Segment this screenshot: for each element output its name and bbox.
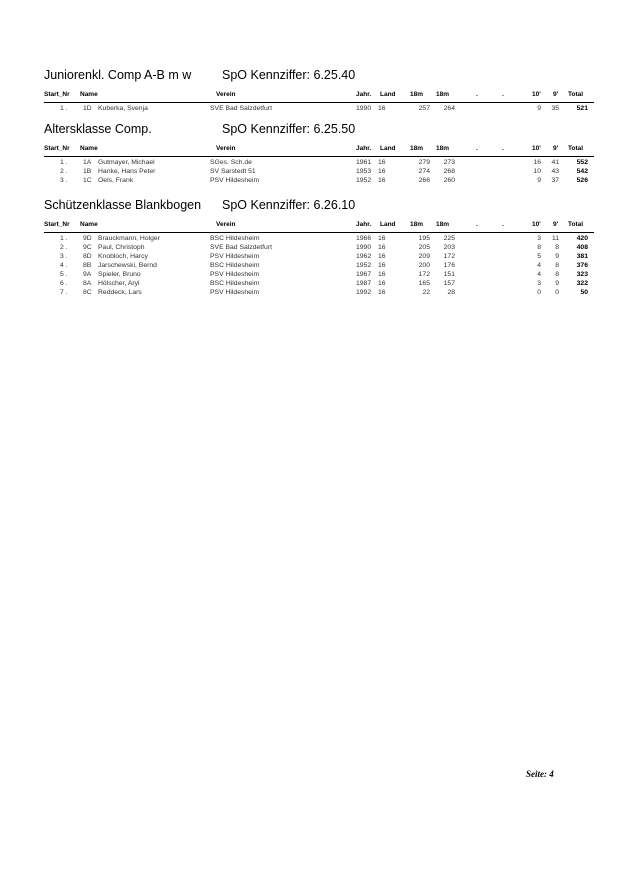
cell-verein: PSV Hildesheim (210, 253, 260, 260)
results-table (44, 235, 594, 298)
column-header-jahr: Jahr. (356, 91, 372, 98)
cell-nr: 1A (83, 159, 92, 166)
cell-tens: 4 (537, 262, 541, 269)
cell-verein: SVE Bad Salzdetfurt (210, 244, 272, 251)
cell-nr: 8A (83, 280, 92, 287)
column-header-land: Land (380, 145, 396, 152)
table-row (44, 105, 594, 114)
results-table (44, 159, 594, 186)
column-header-total: Total (568, 145, 584, 152)
cell-jahr: 1952 (356, 262, 372, 269)
cell-nines: 8 (555, 244, 559, 251)
cell-land: 16 (378, 168, 386, 175)
cell-jahr: 1952 (356, 177, 372, 184)
header-divider (44, 102, 594, 103)
column-header-dot1: . (476, 91, 478, 98)
cell-land: 16 (378, 271, 386, 278)
cell-rank: 2 . (60, 244, 68, 251)
cell-nr: 1B (83, 168, 92, 175)
cell-tens: 9 (537, 105, 541, 112)
cell-nines: 8 (555, 262, 559, 269)
class-name: Schützenklasse Blankbogen (44, 198, 202, 212)
cell-d2: 151 (443, 271, 455, 278)
cell-d1: 205 (418, 244, 430, 251)
cell-rank: 1 . (60, 105, 68, 112)
cell-d1: 279 (418, 159, 430, 166)
cell-d1: 274 (418, 168, 430, 175)
cell-rank: 7 . (60, 289, 68, 296)
cell-nines: 43 (551, 168, 559, 175)
cell-total: 542 (576, 168, 588, 175)
cell-verein: BSC Hildesheim (210, 280, 260, 287)
cell-jahr: 1966 (356, 235, 372, 242)
cell-name: Hanke, Hans Peter (98, 168, 156, 175)
cell-verein: SV Sarstedt 51 (210, 168, 256, 175)
column-header-dot1: . (476, 221, 478, 228)
cell-d2: 225 (443, 235, 455, 242)
results-table (44, 105, 594, 114)
table-header (44, 221, 594, 231)
column-header-tens: 10' (532, 221, 541, 228)
header-divider (44, 232, 594, 233)
cell-rank: 3 . (60, 253, 68, 260)
cell-total: 526 (576, 177, 588, 184)
table-row (44, 244, 594, 253)
cell-tens: 8 (537, 244, 541, 251)
column-header-name: Name (80, 221, 98, 228)
cell-d2: 273 (443, 159, 455, 166)
cell-rank: 3 . (60, 177, 68, 184)
column-header-dot1: . (476, 145, 478, 152)
cell-nines: 37 (551, 177, 559, 184)
cell-verein: PSV Hildesheim (210, 271, 260, 278)
column-header-total: Total (568, 91, 584, 98)
page-number: Seite: 4 (526, 769, 554, 779)
cell-tens: 3 (537, 235, 541, 242)
cell-nines: 41 (551, 159, 559, 166)
table-row (44, 159, 594, 168)
header-divider (44, 156, 594, 157)
cell-total: 552 (576, 159, 588, 166)
column-header-nines: 9' (553, 221, 559, 228)
results-section (44, 68, 594, 114)
cell-tens: 16 (533, 159, 541, 166)
class-name: Juniorenkl. Comp A-B m w (44, 68, 192, 82)
cell-verein: PSV Hildesheim (210, 177, 260, 184)
cell-total: 408 (576, 244, 588, 251)
cell-rank: 5 . (60, 271, 68, 278)
cell-name: Oels, Frank (98, 177, 134, 184)
table-row (44, 280, 594, 289)
table-row (44, 177, 594, 186)
cell-d2: 264 (443, 105, 455, 112)
cell-verein: SVE Bad Salzdetfurt (210, 105, 272, 112)
column-header-start_nr: Start_Nr (44, 145, 70, 152)
cell-nines: 9 (555, 280, 559, 287)
cell-total: 50 (580, 289, 588, 296)
cell-name: Brauckmann, Holger (98, 235, 160, 242)
cell-d1: 209 (418, 253, 430, 260)
column-header-d1: 18m (410, 145, 424, 152)
cell-land: 16 (378, 253, 386, 260)
cell-nr: 8D (83, 253, 92, 260)
section-title (44, 122, 594, 138)
cell-land: 16 (378, 244, 386, 251)
cell-nr: 9D (83, 235, 92, 242)
column-header-dot2: . (502, 145, 504, 152)
cell-land: 16 (378, 262, 386, 269)
cell-d1: 266 (418, 177, 430, 184)
section-title (44, 198, 594, 214)
cell-land: 16 (378, 235, 386, 242)
cell-verein: BSC Hildesheim (210, 262, 260, 269)
cell-d1: 195 (418, 235, 430, 242)
column-header-tens: 10' (532, 91, 541, 98)
cell-tens: 10 (533, 168, 541, 175)
column-header-start_nr: Start_Nr (44, 91, 70, 98)
column-header-jahr: Jahr. (356, 145, 372, 152)
cell-jahr: 1967 (356, 271, 372, 278)
column-header-land: Land (380, 91, 396, 98)
column-header-start_nr: Start_Nr (44, 221, 70, 228)
column-header-jahr: Jahr. (356, 221, 372, 228)
cell-d1: 22 (422, 289, 430, 296)
table-row (44, 168, 594, 177)
cell-d2: 157 (443, 280, 455, 287)
cell-name: Knobloch, Harcy (98, 253, 148, 260)
table-header (44, 145, 594, 155)
cell-name: Hölscher, Aryl (98, 280, 140, 287)
column-header-d2: 18m (436, 145, 450, 152)
spo-code: SpO Kennziffer: 6.25.50 (222, 122, 356, 136)
cell-nr: 9A (83, 271, 92, 278)
cell-d2: 203 (443, 244, 455, 251)
column-header-dot2: . (502, 91, 504, 98)
cell-total: 323 (576, 271, 588, 278)
column-header-d2: 18m (436, 91, 450, 98)
cell-name: Spieler, Bruno (98, 271, 141, 278)
cell-nr: 1D (83, 105, 92, 112)
column-header-verein: Verein (216, 91, 236, 98)
cell-land: 16 (378, 159, 386, 166)
spo-code: SpO Kennziffer: 6.25.40 (222, 68, 356, 82)
column-header-name: Name (80, 145, 98, 152)
cell-verein: SGes. Sch.de (210, 159, 252, 166)
cell-land: 16 (378, 280, 386, 287)
table-row (44, 253, 594, 262)
cell-tens: 3 (537, 280, 541, 287)
cell-nr: 8B (83, 262, 92, 269)
cell-land: 16 (378, 177, 386, 184)
column-header-d1: 18m (410, 91, 424, 98)
column-header-name: Name (80, 91, 98, 98)
cell-d2: 28 (447, 289, 455, 296)
column-header-total: Total (568, 221, 584, 228)
cell-nines: 35 (551, 105, 559, 112)
column-header-land: Land (380, 221, 396, 228)
cell-total: 381 (576, 253, 588, 260)
column-header-nines: 9' (553, 145, 559, 152)
cell-rank: 4 . (60, 262, 68, 269)
cell-nr: 8C (83, 289, 92, 296)
column-header-d1: 18m (410, 221, 424, 228)
cell-jahr: 1990 (356, 244, 372, 251)
cell-nines: 0 (555, 289, 559, 296)
cell-total: 376 (576, 262, 588, 269)
cell-name: Gutmayer, Michael (98, 159, 155, 166)
cell-tens: 9 (537, 177, 541, 184)
cell-rank: 1 . (60, 159, 68, 166)
cell-tens: 4 (537, 271, 541, 278)
cell-total: 420 (576, 235, 588, 242)
cell-name: Paul, Christoph (98, 244, 145, 251)
cell-land: 16 (378, 289, 386, 296)
cell-jahr: 1953 (356, 168, 372, 175)
table-row (44, 271, 594, 280)
cell-nines: 9 (555, 253, 559, 260)
cell-d1: 172 (418, 271, 430, 278)
table-row (44, 235, 594, 244)
table-row (44, 262, 594, 271)
cell-name: Reddeck, Lars (98, 289, 142, 296)
cell-tens: 0 (537, 289, 541, 296)
cell-jahr: 1987 (356, 280, 372, 287)
column-header-verein: Verein (216, 221, 236, 228)
class-name: Altersklasse Comp. (44, 122, 152, 136)
column-header-tens: 10' (532, 145, 541, 152)
cell-rank: 1 . (60, 235, 68, 242)
column-header-d2: 18m (436, 221, 450, 228)
table-header (44, 91, 594, 101)
cell-jahr: 1992 (356, 289, 372, 296)
cell-d2: 172 (443, 253, 455, 260)
cell-jahr: 1990 (356, 105, 372, 112)
cell-d1: 200 (418, 262, 430, 269)
cell-jahr: 1962 (356, 253, 372, 260)
cell-d1: 165 (418, 280, 430, 287)
cell-d2: 260 (443, 177, 455, 184)
section-title (44, 68, 594, 84)
cell-jahr: 1961 (356, 159, 372, 166)
table-row (44, 289, 594, 298)
cell-verein: BSC Hildesheim (210, 235, 260, 242)
cell-d2: 268 (443, 168, 455, 175)
cell-total: 521 (576, 105, 588, 112)
cell-land: 16 (378, 105, 386, 112)
cell-name: Kuberka, Svenja (98, 105, 148, 112)
cell-d1: 257 (418, 105, 430, 112)
cell-nr: 1C (83, 177, 92, 184)
results-section (44, 122, 594, 186)
spo-code: SpO Kennziffer: 6.26.10 (222, 198, 356, 212)
cell-nines: 11 (551, 235, 559, 242)
column-header-verein: Verein (216, 145, 236, 152)
cell-rank: 6 . (60, 280, 68, 287)
cell-d2: 176 (443, 262, 455, 269)
cell-verein: PSV Hildesheim (210, 289, 260, 296)
cell-tens: 5 (537, 253, 541, 260)
column-header-nines: 9' (553, 91, 559, 98)
cell-nr: 9C (83, 244, 92, 251)
cell-total: 322 (576, 280, 588, 287)
results-section (44, 198, 594, 298)
cell-nines: 8 (555, 271, 559, 278)
cell-rank: 2 . (60, 168, 68, 175)
cell-name: Jarschewski, Bernd (98, 262, 157, 269)
column-header-dot2: . (502, 221, 504, 228)
